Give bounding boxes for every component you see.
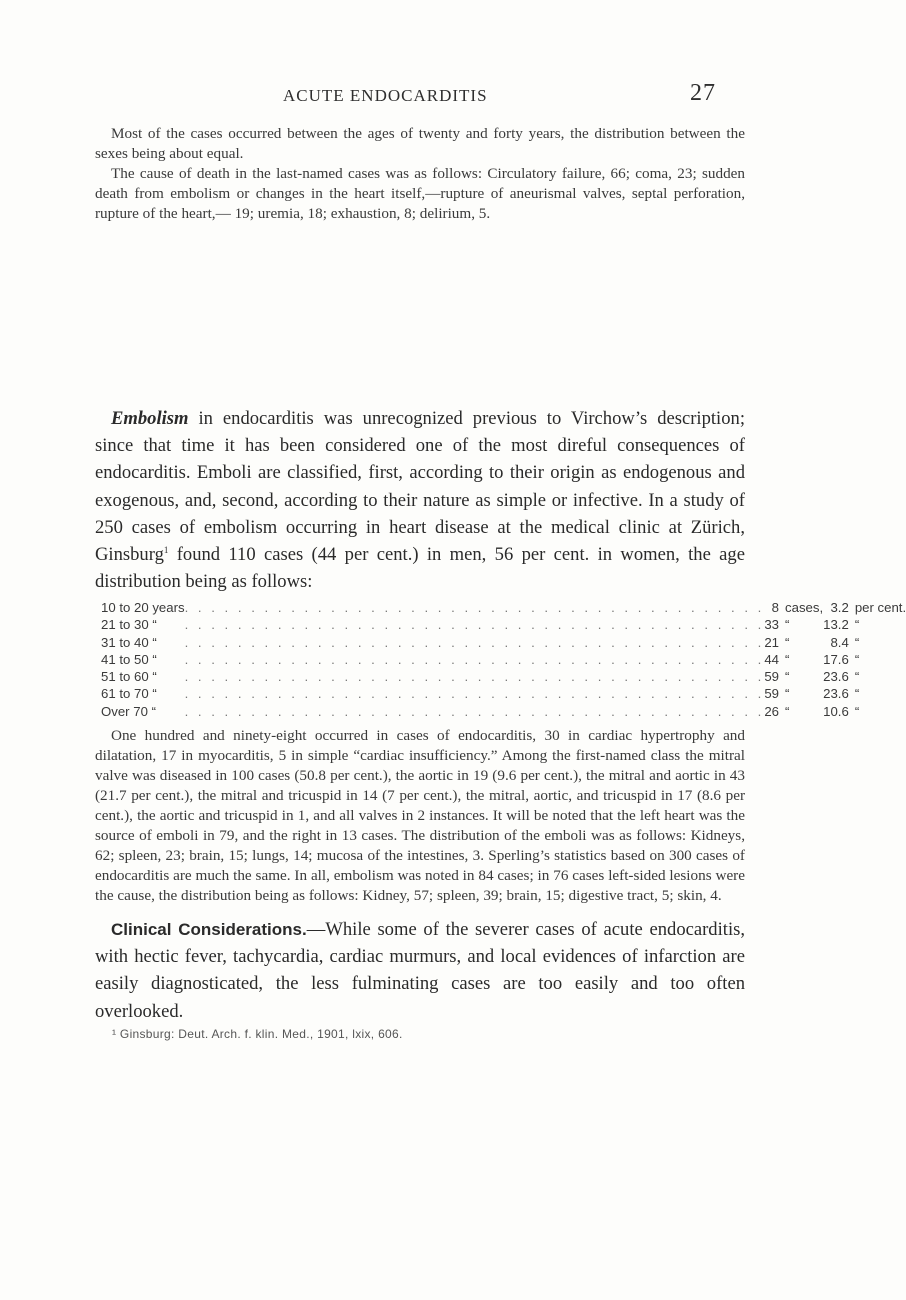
case-count: 21 <box>764 634 780 650</box>
leader-dots: . . . . . . . . . . . . . . . . . . . . . . . . . . . . . . . . . . . . . . . . . . . . <box>184 651 765 667</box>
paragraph-causes <box>95 124 745 224</box>
leader-dots: . . . . . . . . . . . . . . . . . . . . . . . . . . . . . . . . . . . . . . . . . . . . <box>184 600 765 615</box>
paragraph-death-causes: The cause of death in the last-named cases was as follows: Circulatory failure, 66; coma, 23; sudden death from embolism or changes in the heart itself,—rupture of aneurismal valves, septal perforation, rupture of the heart,— 19; uremia, 18; exhaustion, 8; delirium, 5. <box>95 165 745 222</box>
footnote-reference: 1 <box>163 544 169 555</box>
age-row <box>101 634 906 651</box>
percentage: 23.6 <box>823 686 849 702</box>
age-range: 21 to 30 “ <box>101 617 157 633</box>
leader-dots: . . . . . . . . . . . . . . . . . . . . . . . . . . . . . . . . . . . . . . . . . . . . <box>184 617 765 633</box>
embolism-text-b: found 110 cases (44 per cent.) in men, 56 per cent. in women, the age distribution being as follows: <box>95 544 745 593</box>
percentage-unit: “ <box>854 703 860 719</box>
percentage-unit: “ <box>854 669 860 685</box>
percentage: 3.2 <box>830 600 849 615</box>
case-count: 59 <box>764 686 780 702</box>
clinical-text: —While some of the severer cases of acute endocarditis, with hectic fever, tachycardia, cardiac murmurs, and local evidences of infarction are easily diagnosticated, the less fulminating cases are too easily and too often overlooked. <box>95 919 745 1022</box>
age-row <box>101 703 906 720</box>
embolism-run-in-heading: Embolism <box>111 408 189 429</box>
age-row <box>101 651 906 668</box>
percentage-unit: “ <box>854 634 860 650</box>
paragraph-embolism <box>95 405 745 595</box>
age-range: 61 to 70 “ <box>101 686 157 702</box>
age-range: 41 to 50 “ <box>101 651 157 667</box>
paragraph-ages: Most of the cases occurred between the ages of twenty and forty years, the distribution between the sexes being about equal. <box>95 125 745 162</box>
case-count: 8 <box>771 600 780 615</box>
percentage-unit: “ <box>854 651 860 667</box>
page-number: 27 <box>690 80 716 106</box>
age-range: 10 to 20 years <box>101 600 185 615</box>
footnote: ¹ Ginsburg: Deut. Arch. f. klin. Med., 1901, lxix, 606. <box>112 1027 403 1041</box>
embolism-text-a: in endocarditis was unrecognized previous to Virchow’s description; since that time it has been considered one of the most direful consequences of endocarditis. Emboli are classified, first, according to their origin as endogenous and exogenous, and, second, according to their nature as simple or infective. In a study of 250 cases of embolism occurring in heart disease at the medical clinic at Zürich, Ginsburg <box>95 408 745 566</box>
percentage-unit: per cent. <box>854 600 906 615</box>
count-unit: “ <box>785 617 790 633</box>
paragraph-clinical <box>95 916 745 1025</box>
age-range: 51 to 60 “ <box>101 669 157 685</box>
age-row <box>101 599 906 616</box>
percentage: 10.6 <box>823 703 849 719</box>
age-distribution-table <box>101 599 906 720</box>
count-unit: “ <box>785 703 790 719</box>
count-unit: “ <box>785 651 790 667</box>
percentage-unit: “ <box>854 617 860 633</box>
percentage: 8.4 <box>830 634 849 650</box>
clinical-run-in-heading: Clinical Considerations. <box>111 920 307 939</box>
count-unit: “ <box>785 634 790 650</box>
age-range: 31 to 40 “ <box>101 634 157 650</box>
percentage: 13.2 <box>823 617 849 633</box>
leader-dots: . . . . . . . . . . . . . . . . . . . . . . . . . . . . . . . . . . . . . . . . . . . . <box>184 669 765 685</box>
leader-dots: . . . . . . . . . . . . . . . . . . . . . . . . . . . . . . . . . . . . . . . . . . . . <box>184 686 765 702</box>
count-unit: cases, <box>785 600 824 615</box>
leader-dots: . . . . . . . . . . . . . . . . . . . . . . . . . . . . . . . . . . . . . . . . . . . . <box>184 634 765 650</box>
percentage: 23.6 <box>823 669 849 685</box>
percentage: 17.6 <box>823 651 849 667</box>
case-count: 33 <box>764 617 780 633</box>
count-unit: “ <box>785 686 790 702</box>
leader-dots: . . . . . . . . . . . . . . . . . . . . . . . . . . . . . . . . . . . . . . . . . . . . <box>184 703 765 719</box>
paragraph-emboli-distribution: One hundred and ninety-eight occurred in cases of endocarditis, 30 in cardiac hypertrophy and dilatation, 17 in myocarditis, 5 in simple “cardiac insufficiency.” Among the first-named class the mitral valve was diseased in 100 cases (50.8 per cent.), the aortic in 19 (9.6 per cent.), the mitral and aortic in 43 (21.7 per cent.), the mitral and tricuspid in 14 (7 per cent.), the mitral, aortic, and tricuspid in 17 (8.6 per cent.), the aortic and tricuspid in 1, and all valves in 2 instances. It will be noted that the left heart was the source of emboli in 79, and the right in 13 cases. The distribution of the emboli was as follows: Kidneys, 62; spleen, 23; brain, 15; lungs, 14; mucosa of the intestines, 3. Sperling’s statistics based on 300 cases of endocarditis are much the same. In all, embolism was noted in 84 cases; in 76 cases left-sided lesions were the cause, the distribution being as follows: Kidney, 57; spleen, 39; brain, 15; digestive tract, 5; skin, 4. <box>95 727 745 904</box>
case-count: 44 <box>764 651 780 667</box>
age-row <box>101 668 906 685</box>
age-range: Over 70 “ <box>101 703 156 719</box>
age-row <box>101 685 906 702</box>
count-unit: “ <box>785 669 790 685</box>
case-count: 26 <box>764 703 780 719</box>
percentage-unit: “ <box>854 686 860 702</box>
age-row <box>101 616 906 633</box>
running-title: ACUTE ENDOCARDITIS <box>283 86 488 105</box>
case-count: 59 <box>764 669 780 685</box>
